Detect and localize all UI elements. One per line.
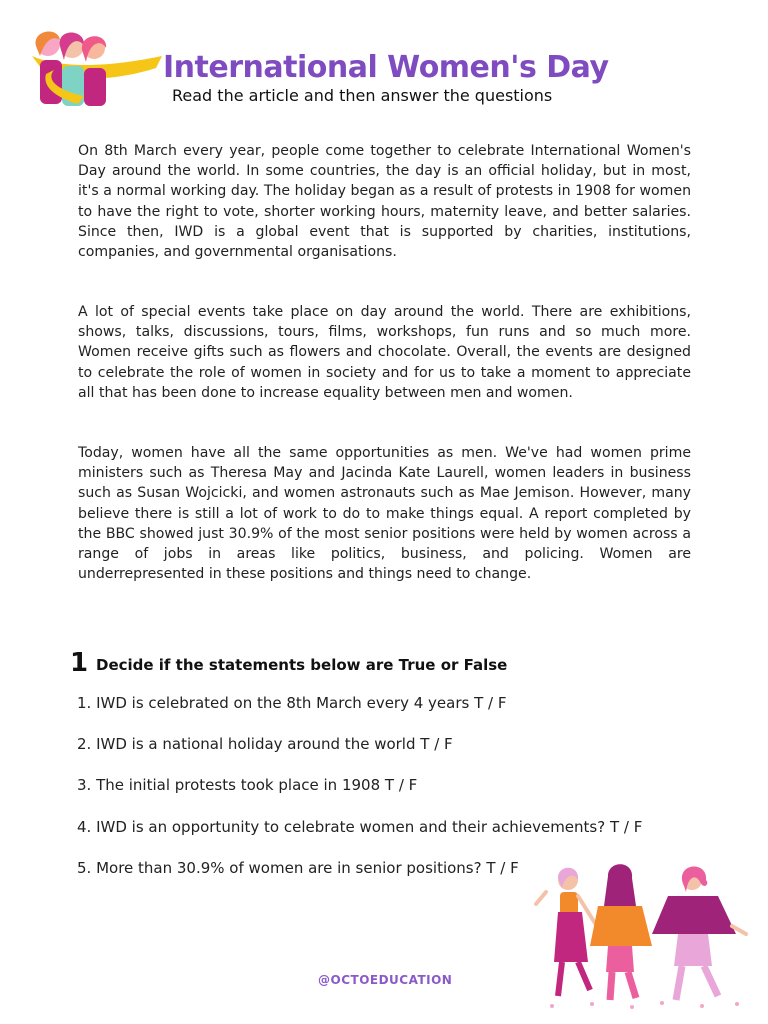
question-item: 5. More than 30.9% of women are in senior positions? T / F: [77, 859, 519, 877]
footer-handle: @OCTOEDUCATION: [318, 973, 453, 987]
article-paragraph: Today, women have all the same opportunities as men. We've had women prime ministers such as Theresa May and Jacinda Kate Laurell, women leaders in business such as Susan Wojcicki, and women astronauts such as Mae Jemison. However, many believe there is still a lot of work to do to make things equal. A report completed by the BBC showed just 30.9% of the most senior positions were held by women across a range of jobs in areas like politics, business, and policing. Women are underrepresented in these positions and things need to change.: [78, 445, 691, 583]
question-item: 3. The initial protests took place in 1908 T / F: [77, 776, 418, 794]
article-paragraph: On 8th March every year, people come together to celebrate International Women's Day around the world. In some countries, the day is an official holiday, but in most, it's a normal working day. The holiday began as a result of protests in 1908 for women to have the right to vote, shorter working hours, maternity leave, and better salaries. Since then, IWD is a global event that is supported by charities, institutions, companies, and governmental organisations.: [78, 143, 691, 261]
page-title: International Women's Day: [163, 50, 609, 85]
question-item: 2. IWD is a national holiday around the world T / F: [77, 735, 453, 753]
women-faces-logo: [24, 26, 164, 108]
page-subtitle: Read the article and then answer the questions: [172, 86, 553, 105]
question-item: 1. IWD is celebrated on the 8th March every 4 years T / F: [77, 694, 507, 712]
article-paragraph: A lot of special events take place on day around the world. There are exhibitions, shows, talks, discussions, tours, films, workshops, fun runs and so much more. Women receive gifts such as flowers and chocolate. Overall, the events are designed to celebrate the role of women in society and for us to take a moment to appreciate all that has been done to increase equality between men and women.: [78, 304, 691, 401]
question-item: 4. IWD is an opportunity to celebrate women and their achievements? T / F: [77, 818, 643, 836]
walking-women-illustration: [532, 862, 752, 1010]
exercise-heading: Decide if the statements below are True or False: [96, 656, 508, 674]
exercise-number: 1: [70, 648, 89, 678]
